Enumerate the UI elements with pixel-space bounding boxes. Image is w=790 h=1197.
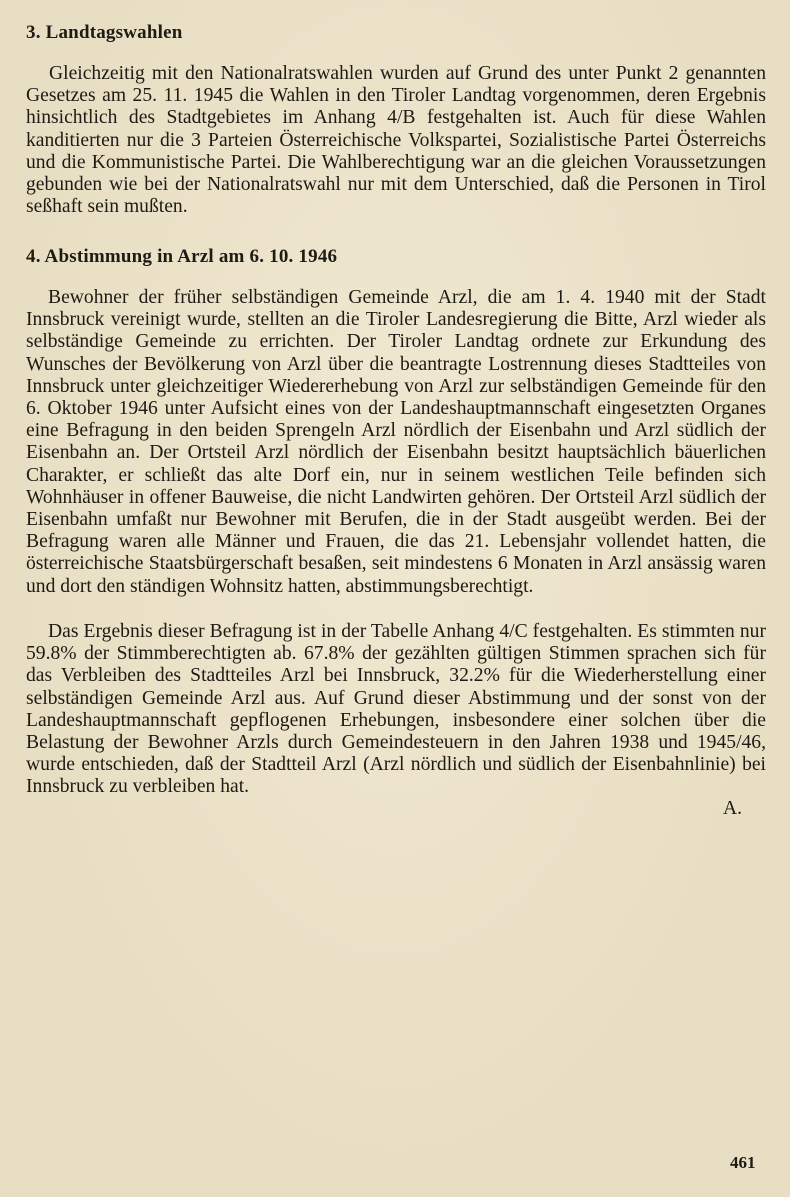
paragraph-landtagswahlen: Gleichzeitig mit den Nationalratswahlen wurden auf Grund des unter Punkt 2 genannten Gesetzes am 25. 11. 1945 die Wahlen in den Tiroler Landtag vorgenommen, deren Ergebnis hinsichtlich des Stadtgebietes im Anhang 4/B festgehalten ist. Auch für diese Wahlen kanditierten nur die 3 Parteien Österreichische Volkspartei, Sozialistische Partei Österreichs und die Kommunistische Partei. Die Wahlberechtigung war an die gleichen Voraussetzungen gebunden wie bei der Nationalratswahl nur mit dem Unterschied, daß die Personen in Tirol seßhaft sein mußten. — [26, 63, 766, 218]
page-number: 461 — [730, 1153, 756, 1172]
section-heading-abstimmung-arzl: 4. Abstimmung in Arzl am 6. 10. 1946 — [26, 246, 338, 267]
author-initial: A. — [723, 798, 743, 819]
paragraph-arzl-background: Bewohner der früher selbständigen Gemeinde Arzl, die am 1. 4. 1940 mit der Stadt Innsbruck vereinigt wurde, stellten an die Tiroler Landesregierung die Bitte, Arzl wieder als selbständige Gemeinde zu errichten. Der Tiroler Landtag ordnete zur Erkundung des Wunsches der Bevölkerung von Arzl über die beantragte Lostrennung dieses Stadtteiles von Innsbruck unter gleichzeitiger Wiedererhebung von Arzl zur selbständigen Gemeinde für den 6. Oktober 1946 unter Aufsicht eines von der Landeshauptmannschaft eingesetzten Organes eine Befragung in den beiden Sprengeln Arzl nördlich der Eisenbahn und Arzl südlich der Eisenbahn an. Der Ortsteil Arzl nördlich der Eisenbahn besitzt hauptsächlich bäuerlichen Charakter, er schließt das alte Dorf ein, nur in seinem westlichen Teile befinden sich Wohnhäuser in offener Bauweise, die nicht Landwirten gehören. Der Ortsteil Arzl südlich der Eisenbahn umfaßt nur Bewohner mit Berufen, die in der Stadt ausgeübt werden. Bei der Befragung waren alle Männer und Frauen, die das 21. Lebensjahr vollendet hatten, die österreichische Staatsbürgerschaft besaßen, seit mindestens 6 Monaten in Arzl ansässig waren und dort den ständigen Wohnsitz hatten, abstimmungsberechtigt. — [26, 287, 766, 597]
section-heading-landtagswahlen: 3. Landtagswahlen — [26, 22, 183, 43]
paragraph-arzl-result: Das Ergebnis dieser Befragung ist in der Tabelle Anhang 4/C festgehalten. Es stimmten nur 59.8% der Stimmberechtigten ab. 67.8% der gezählten gültigen Stimmen sprachen sich für das Verbleiben des Stadtteiles Arzl bei Innsbruck, 32.2% für die Wiederherstellung einer selbständigen Gemeinde Arzl aus. Auf Grund dieser Abstimmung und der sonst von der Landeshauptmannschaft gepflogenen Erhebungen, insbesondere einer solchen über die Belastung der Bewohner Arzls durch Gemeindesteuern in den Jahren 1938 und 1945/46, wurde entschieden, daß der Stadtteil Arzl (Arzl nördlich und südlich der Eisenbahnlinie) bei Innsbruck zu verbleiben hat. — [26, 621, 766, 798]
